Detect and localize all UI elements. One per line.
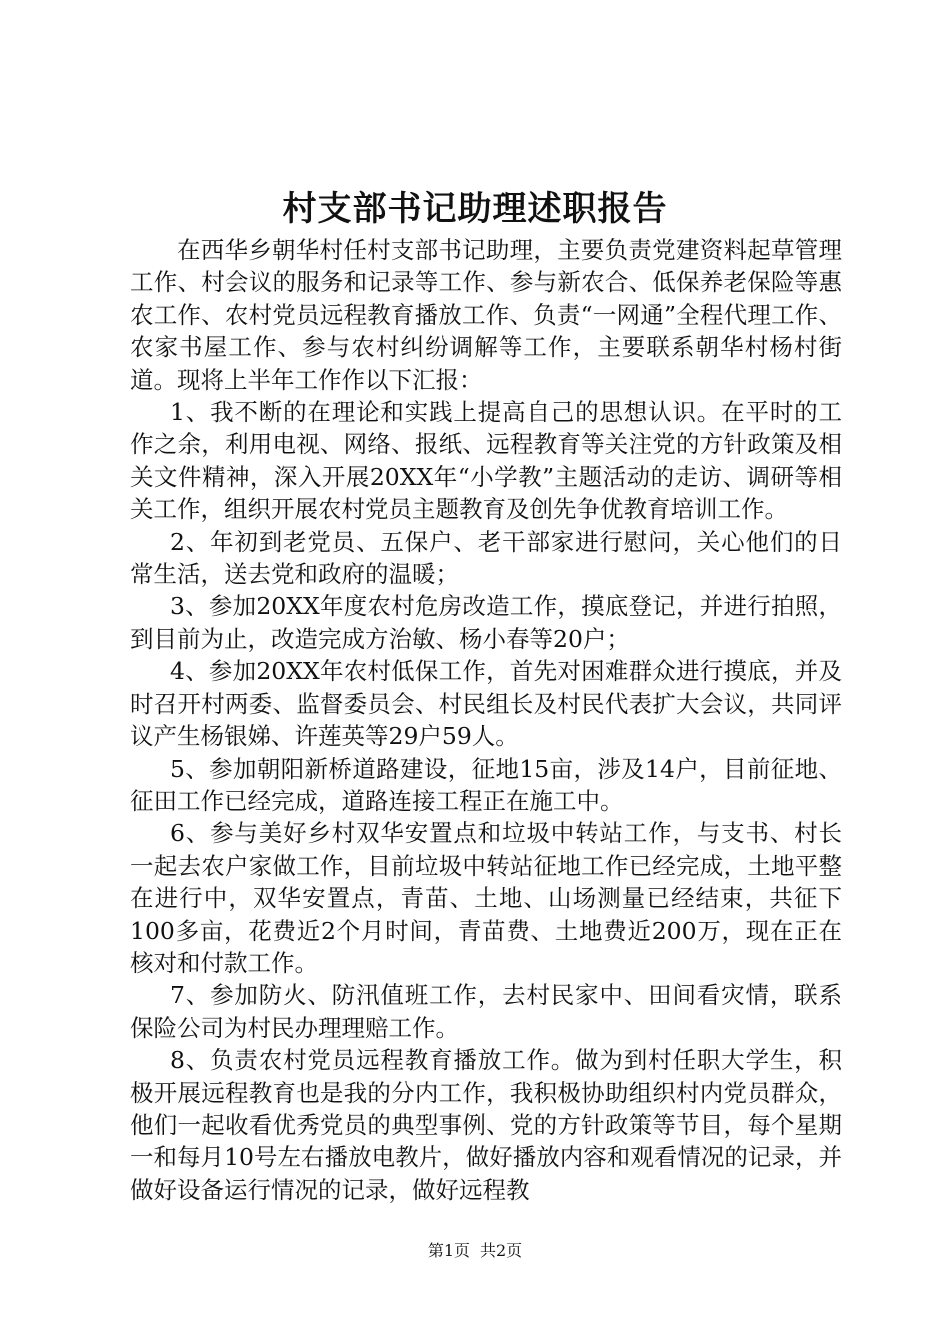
paragraph-item-7: 7、参加防火、防汛值班工作，去村民家中、田间看灾情，联系保险公司为村民办理理赔工作。 (130, 981, 842, 1042)
document-body (130, 234, 842, 1206)
paragraph-item-4: 4、参加20XX年农村低保工作，首先对困难群众进行摸底，并及时召开村两委、监督委员会、村民组长及村民代表扩大会议，共同评议产生杨银娣、许莲英等29户59人。 (130, 657, 842, 751)
paragraph-item-3: 3、参加20XX年度农村危房改造工作，摸底登记，并进行拍照，到目前为止，改造完成方治敏、杨小春等20户； (130, 592, 842, 653)
paragraph-item-5: 5、参加朝阳新桥道路建设，征地15亩，涉及14户，目前征地、征田工作已经完成，道路连接工程正在施工中。 (130, 754, 842, 815)
paragraph-item-6: 6、参与美好乡村双华安置点和垃圾中转站工作，与支书、村长一起去农户家做工作，目前垃圾中转站征地工作已经完成，土地平整在进行中，双华安置点，青苗、土地、山场测量已经结束，共征下100多亩，花费近2个月时间，青苗费、土地费近200万，现在正在核对和付款工作。 (130, 819, 842, 977)
page-number-current: 第1页 (427, 1241, 470, 1260)
paragraph-item-2: 2、年初到老党员、五保户、老干部家进行慰问，关心他们的日常生活，送去党和政府的温暖； (130, 527, 842, 589)
page-number-total: 共2页 (480, 1241, 523, 1260)
document-title: 村支部书记助理述职报告 (282, 189, 668, 229)
paragraph-intro: 在西华乡朝华村任村支部书记助理，主要负责党建资料起草管理工作、村会议的服务和记录等工作、参与新农合、低保养老保险等惠农工作、农村党员远程教育播放工作、负责“一网通”全程代理工作、农家书屋工作、参与农村纠纷调解等工作，主要联系朝华村杨村街道。现将上半年工作作以下汇报： (130, 236, 842, 394)
paragraph-item-1: 1、我不断的在理论和实践上提高自己的思想认识。在平时的工作之余，利用电视、网络、报纸、远程教育等关注党的方针政策及相关文件精神，深入开展20XX年“小学教”主题活动的走访、调研等相关工作，组织开展农村党员主题教育及创先争优教育培训工作。 (130, 398, 842, 524)
paragraph-item-8: 8、负责农村党员远程教育播放工作。做为到村任职大学生，积极开展远程教育也是我的分内工作，我积极协助组织村内党员群众，他们一起收看优秀党员的典型事例、党的方针政策等节目，每个星期一和每月10号左右播放电教片，做好播放内容和观看情况的记录，并做好设备运行情况的记录，做好远程教 (130, 1046, 842, 1204)
page-footer (0, 1240, 950, 1262)
